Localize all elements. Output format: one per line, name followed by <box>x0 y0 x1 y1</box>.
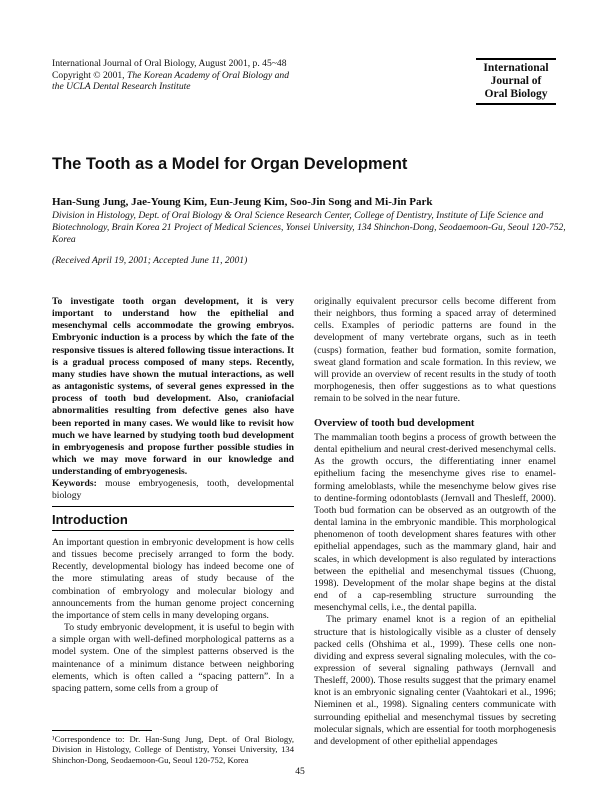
paragraph: The primary enamel knot is a region of an epithelial structure that is histologically visible as a cluster of densely packed cells (Ohshima et al., 1999). These cells one non-dividing and express several signaling molecules, with the co-expression of several signaling pathways (Jernvall and Thesleff, 2000). Those results suggest that the primary enamel knot is an embryonic signaling center (Vaahtokari et al., 1996; Nieminen et al., 1998). Signaling centers communicate with surrounding epithelial and mesenchymal tissues by secreting molecular signals, which are essential for tooth morphogenesis and development of other epithelial appendages <box>314 614 556 747</box>
received-dates: (Received April 19, 2001; Accepted June 11, 2001) <box>52 255 248 266</box>
page-number: 45 <box>295 766 305 777</box>
paragraph: To study embryonic development, it is useful to begin with a simple organ with well-defined morphological patterns as a model system. One of the simplest patterns observed is the maintenance of a minimum distance between neighboring elements, which is often called a “spacing pattern”. In a spacing pattern, some cells from a group of <box>52 622 294 694</box>
header-line-3: the UCLA Dental Research Institute <box>52 81 191 92</box>
keywords-label: Keywords: <box>52 478 97 489</box>
paper-title: The Tooth as a Model for Organ Development <box>52 155 408 173</box>
keywords-list: mouse embryogenesis, tooth, developmental biology <box>52 478 294 502</box>
header-line-2: Copyright © 2001, The Korean Academy of Oral Biology and <box>52 69 289 81</box>
correspondence-footnote: ¹Correspondence to: Dr. Han-Sung Jung, Dept. of Oral Biology, Division in Histology, College of Dentistry, Yonsei University, 134 Shinchon-Dong, Seodaemoon-Gu, Seoul 120-752, Korea <box>52 734 294 765</box>
section-rule <box>52 506 294 507</box>
introduction-body <box>52 537 294 695</box>
journal-name-box <box>476 58 556 105</box>
footnote-rule <box>52 730 152 731</box>
keywords <box>52 478 294 502</box>
subsection-heading: Overview of tooth bud development <box>314 418 475 429</box>
journal-header <box>52 58 352 93</box>
section-rule <box>52 530 294 531</box>
journal-box-line: Journal of <box>490 75 542 87</box>
abstract: To investigate tooth organ development, it is very important to understand how the epithelial and mesenchymal cells accommodate the growing embryos. Embryonic induction is a process by which the fate of the responsive tissues is altered following tissue interactions. It is a gradual process composed of many steps. Recently, many studies have shown the mutual interactions, as well as antagonistic systems, of several genes expressed in the process of tooth bud development. Also, craniofacial abnormalities resulting from defective genes also have been reported in many cases. We would like to revisit how much we have learned by studying tooth bud development in embryogenesis and propose further possible studies in which we may move forward in our knowledge and understanding of embryogenesis. <box>52 296 294 478</box>
header-line-1: International Journal of Oral Biology, August 2001, p. 45~48 <box>52 58 287 69</box>
paragraph: An important question in embryonic development is how cells and tissues become precisely arranged to form the body. Recently, developmental biology has indeed become one of the more stimulating areas of study because of the combination of embryology and molecular biology and announcements from the human genome project concerning the importance of stem cells in many developing organs. <box>52 537 294 621</box>
paragraph: The mammalian tooth begins a process of growth between the dental epithelium and neural crest-derived mesenchymal cells. As the growth occurs, the differentiating inner enamel epithelium facing the mesenchyme gives rise to enamel-forming ameloblasts, while the mesenchyme below gives rise to dentine-forming odontoblasts (Jernvall and Thesleff, 2000). Tooth bud formation can be observed as an outgrowth of the dental lamina in the embryonic mandible. This morphological phenomenon of tooth development shares features with other epithelial appendages, such as the mammary gland, hair and scales, in which development is also regulated by interactions between the epithelial and mesenchymal tissues (Chuong, 1998). Development of the molar shape begins at the distal end of a cap-resembling structure surrounding the mesenchymal cells, i.e., the dental papilla. <box>314 432 556 614</box>
overview-body <box>314 432 556 748</box>
section-heading-introduction: Introduction <box>52 512 128 527</box>
paragraph: originally equivalent precursor cells become different from their neighbors, thus forming a spaced array of determined cells. Examples of periodic patterns are found in the development of many vertebrate organs, such as in teeth (cusps) formation, feather bud formation, somite formation, sweat gland formation and scale formation. In this review, we will provide an overview of recent results in the study of tooth morphogenesis, then offer suggestions as to what questions remain to be solved in the near future. <box>314 296 556 405</box>
journal-box-line: International <box>483 62 549 74</box>
affiliation: Division in Histology, Dept. of Oral Biology & Oral Science Research Center, College of Dentistry, Institute of Life Science and Biotechnology, Brain Korea 21 Project of Medical Sciences, Yonsei University, 134 Shinchon-Dong, Seodaemoon-Gu, Seoul 120-752, Korea <box>52 210 566 246</box>
author-list: Han-Sung Jung, Jae-Young Kim, Eun-Jeung Kim, Soo-Jin Song and Mi-Jin Park <box>52 196 433 208</box>
journal-box-line: Oral Biology <box>484 88 548 100</box>
